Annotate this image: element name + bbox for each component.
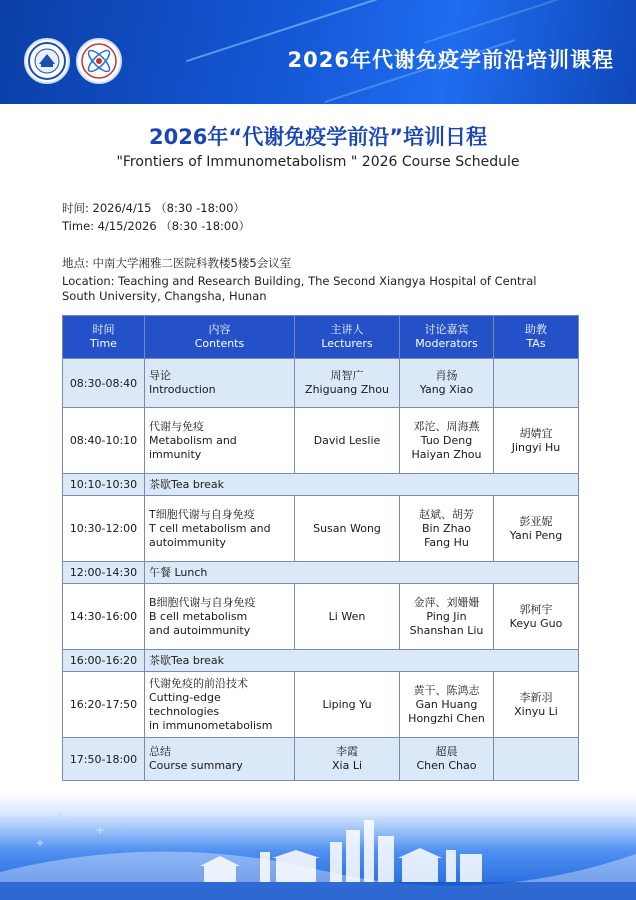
header-time: 时间 Time xyxy=(63,316,145,359)
time-cn: 时间: 2026/4/15 （8:30 -18:00） xyxy=(62,201,245,215)
institute-logo xyxy=(76,38,122,84)
row-lecturer: Susan Wong xyxy=(295,496,400,562)
location-en-line2: South University, Changsha, Hunan xyxy=(62,289,267,303)
row-time: 08:30-08:40 xyxy=(63,359,145,408)
header-tas: 助教 TAs xyxy=(494,316,579,359)
banner-title: 2026年代谢免疫学前沿培训课程 xyxy=(287,48,614,72)
table-row xyxy=(63,359,579,408)
row-lecturer: Li Wen xyxy=(295,584,400,650)
table-row-break xyxy=(63,650,579,672)
row-moderator: 邓沱、周海燕 Tuo Deng Haiyan Zhou xyxy=(400,408,494,474)
table-row xyxy=(63,408,579,474)
row-lecturer: 李霞 Xia Li xyxy=(295,738,400,781)
row-moderator: 超晨 Chen Chao xyxy=(400,738,494,781)
row-ta xyxy=(494,359,579,408)
table-row xyxy=(63,496,579,562)
row-moderator: 黄干、陈鸿志 Gan Huang Hongzhi Chen xyxy=(400,672,494,738)
row-time: 10:30-12:00 xyxy=(63,496,145,562)
row-time: 16:20-17:50 xyxy=(63,672,145,738)
header-contents: 内容 Contents xyxy=(145,316,295,359)
location-en-line1: Location: Teaching and Research Building, The Second Xiangya Hospital of Central xyxy=(62,274,537,288)
page-subtitle: "Frontiers of Immunometabolism " 2026 Course Schedule xyxy=(116,154,520,170)
row-break-label: 茶歇Tea break xyxy=(145,474,579,496)
table-row xyxy=(63,584,579,650)
location-cn: 地点: 中南大学湘雅二医院科教楼5楼5会议室 xyxy=(62,256,292,270)
row-ta: 李新羽 Xinyu Li xyxy=(494,672,579,738)
row-content: 导论 Introduction xyxy=(145,359,295,408)
row-ta: 郭柯宇 Keyu Guo xyxy=(494,584,579,650)
row-ta: 胡婧宜 Jingyi Hu xyxy=(494,408,579,474)
table-row xyxy=(63,672,579,738)
row-break-label: 午餐 Lunch xyxy=(145,562,579,584)
row-moderator: 金萍、刘姗姗 Ping Jin Shanshan Liu xyxy=(400,584,494,650)
time-en: Time: 4/15/2026 （8:30 -18:00） xyxy=(62,219,251,233)
footer-cityscape xyxy=(0,792,636,900)
header-moderators: 讨论嘉宾 Moderators xyxy=(400,316,494,359)
schedule-table xyxy=(62,315,579,781)
row-content: T细胞代谢与自身免疫 T cell metabolism and autoimmunity xyxy=(145,496,295,562)
row-lecturer: 周智广 Zhiguang Zhou xyxy=(295,359,400,408)
row-time: 10:10-10:30 xyxy=(63,474,145,496)
header-lecturers: 主讲人 Lecturers xyxy=(295,316,400,359)
table-row-break xyxy=(63,474,579,496)
row-moderator: 赵斌、胡芳 Bin Zhao Fang Hu xyxy=(400,496,494,562)
table-header-row xyxy=(63,316,579,359)
row-time: 16:00-16:20 xyxy=(63,650,145,672)
row-ta: 彭亚妮 Yani Peng xyxy=(494,496,579,562)
row-time: 08:40-10:10 xyxy=(63,408,145,474)
row-lecturer: Liping Yu xyxy=(295,672,400,738)
row-content: 代谢免疫的前沿技术 Cutting-edge technologies in immunometabolism xyxy=(145,672,295,738)
row-time: 14:30-16:00 xyxy=(63,584,145,650)
row-ta xyxy=(494,738,579,781)
row-content: 总结 Course summary xyxy=(145,738,295,781)
row-content: B细胞代谢与自身免疫 B cell metabolism and autoimmunity xyxy=(145,584,295,650)
table-row xyxy=(63,738,579,781)
row-moderator: 肖扬 Yang Xiao xyxy=(400,359,494,408)
row-time: 12:00-14:30 xyxy=(63,562,145,584)
row-break-label: 茶歇Tea break xyxy=(145,650,579,672)
cityscape-illustration xyxy=(0,792,636,900)
row-content: 代谢与免疫 Metabolism and immunity xyxy=(145,408,295,474)
row-time: 17:50-18:00 xyxy=(63,738,145,781)
header-banner xyxy=(0,0,636,104)
university-logo xyxy=(24,38,70,84)
page-title: 2026年“代谢免疫学前沿”培训日程 xyxy=(148,125,488,149)
table-row-break xyxy=(63,562,579,584)
row-lecturer: David Leslie xyxy=(295,408,400,474)
